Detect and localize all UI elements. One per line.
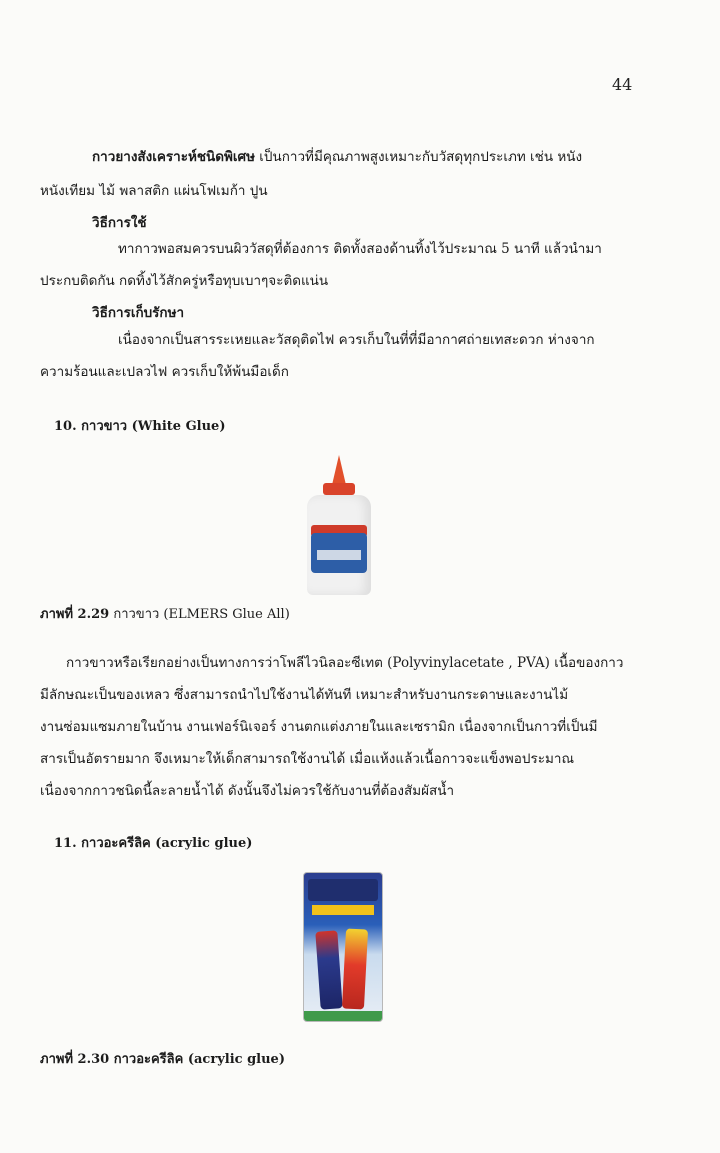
subheading-storage: วิธีการเก็บรักษา [92,305,185,321]
paragraph-line: ทากาวพอสมควรบนผิววัสดุที่ต้องการ ติดทั้งสองด้านทิ้งไว้ประมาณ 5 นาที แล้วนำมา [118,241,602,257]
paragraph-line: กาวขาวหรือเรียกอย่างเป็นทางการว่าโพลีไวนิลอะซีเทต (Polyvinylacetate , PVA) เนื้อของกาว [66,655,624,671]
paragraph-line: เนื่องจากกาวชนิดนี้ละลายน้ำได้ ดังนั้นจึงไม่ควรใช้กับงานที่ต้องสัมผัสน้ำ [40,783,455,799]
figure-caption-2-30 [40,1048,285,1069]
package-brand-band [312,905,374,915]
package-header-band [308,879,378,901]
paragraph-line: หนังเทียม ไม้ พลาสติก แผ่นโฟเมก้า ปูน [40,183,268,199]
caption-label: ภาพที่ 2.30 [40,1052,110,1067]
page-number: 44 [612,75,633,94]
paragraph-line: ความร้อนและเปลวไฟ ควรเก็บให้พ้นมือเด็ก [40,364,289,380]
package-footer-band [304,1011,382,1021]
figure-caption-2-29 [40,603,290,624]
acrylic-glue-package-image [303,872,383,1022]
bottle-label-stripe [317,550,361,560]
bottle-cap [323,483,355,495]
paragraph-line: สารเป็นอัตรายมาก จึงเหมาะให้เด็กสามารถใช้งานได้ เมื่อแห้งแล้วเนื้อกาวจะแข็งพอประมาณ [40,751,574,767]
paragraph-text: เป็นกาวที่มีคุณภาพสูงเหมาะกับวัสดุทุกประเภท เช่น หนัง [255,149,583,165]
paragraph-line: ประกบติดกัน กดทิ้งไว้สักครู่หรือทุบเบาๆจะติดแน่น [40,273,329,289]
caption-text: กาวอะครีลิค (acrylic glue) [109,1052,285,1067]
subheading-usage: วิธีการใช้ [92,215,147,231]
caption-text: กาวขาว (ELMERS Glue All) [109,607,290,622]
glue-tube-right [342,928,368,1009]
paragraph-line: มีลักษณะเป็นของเหลว ซึ่งสามารถนำไปใช้งานได้ทันที เหมาะสำหรับงานกระดาษและงานไม้ [40,687,569,703]
paragraph-line: งานซ่อมแซมภายในบ้าน งานเฟอร์นิเจอร์ งานตกแต่งภายในและเซรามิก เนื่องจากเป็นกาวที่เป็นมี [40,719,598,735]
paragraph-line: เนื่องจากเป็นสารระเหยและวัสดุติดไฟ ควรเก็บในที่ที่มีอากาศถ่ายเทสะดวก ห่างจาก [118,332,595,348]
paragraph-line [92,141,582,173]
term-bold: กาวยางสังเคราะห์ชนิดพิเศษ [92,149,256,165]
bottle-nozzle [332,455,346,485]
section-heading-white-glue: 10. กาวขาว (White Glue) [54,419,226,434]
caption-label: ภาพที่ 2.29 [40,607,110,622]
section-heading-acrylic-glue: 11. กาวอะครีลิค (acrylic glue) [54,836,253,851]
glue-tube-left [315,930,342,1009]
white-glue-bottle-image [305,455,373,597]
